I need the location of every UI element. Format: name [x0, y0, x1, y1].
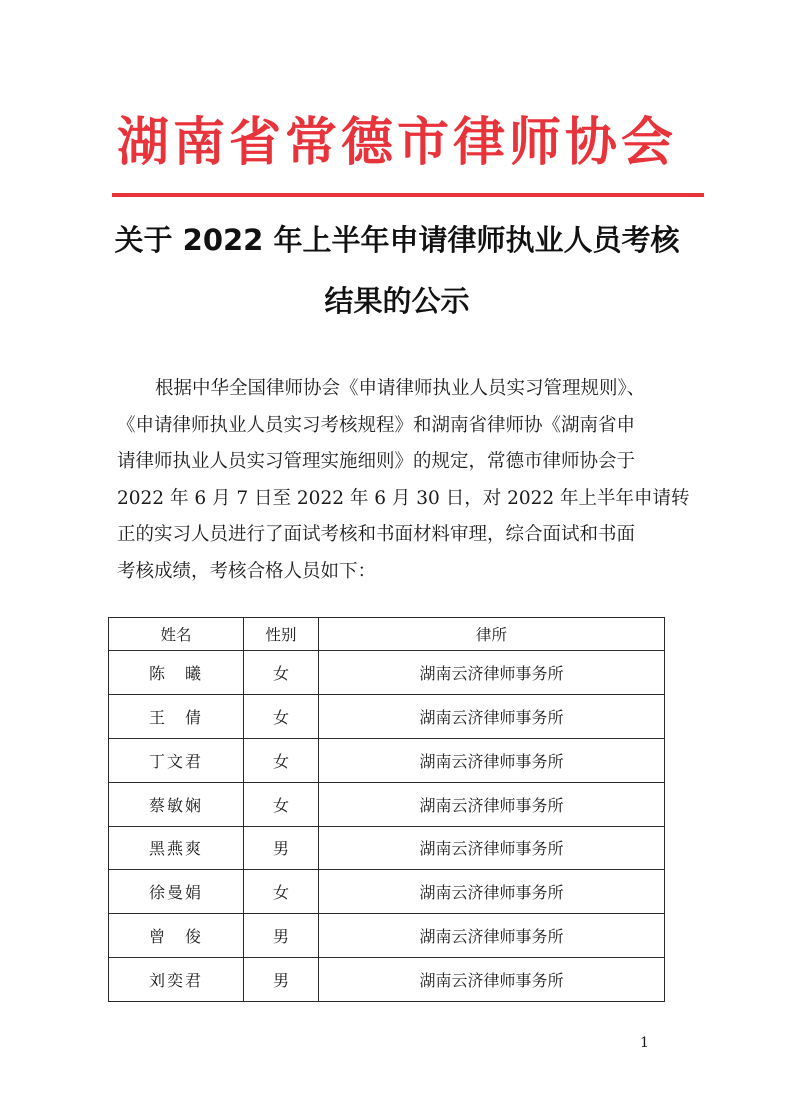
table-row: [109, 694, 665, 738]
body-line: 考核成绩，考核合格人员如下：: [117, 560, 377, 582]
cell-name: 蔡敏娴: [109, 782, 244, 826]
cell-gender: 女: [244, 694, 319, 738]
cell-firm: 湖南云济律师事务所: [319, 694, 665, 738]
page-number: 1: [640, 1035, 649, 1051]
column-header-firm: 律所: [319, 618, 665, 651]
cell-firm: 湖南云济律师事务所: [319, 782, 665, 826]
column-header-gender: 性别: [244, 618, 319, 651]
cell-firm: 湖南云济律师事务所: [319, 870, 665, 914]
cell-firm: 湖南云济律师事务所: [319, 914, 665, 958]
table-row: [109, 738, 665, 782]
qualified-personnel-table: [108, 617, 665, 1002]
body-line: 《申请律师执业人员实习考核规程》和湖南省律师协《湖南省申: [117, 414, 636, 436]
cell-gender: 女: [244, 870, 319, 914]
body-line: 请律师执业人员实习管理实施细则》的规定，常德市律师协会于: [117, 451, 636, 473]
document-title-line-1: 关于 2022 年上半年申请律师执业人员考核: [114, 223, 680, 257]
cell-gender: 男: [244, 958, 319, 1002]
cell-gender: 女: [244, 651, 319, 695]
table-row: [109, 870, 665, 914]
letterhead-red-rule: [112, 193, 704, 197]
body-line: 根据中华全国律师协会《申请律师执业人员实习管理规则》、: [155, 378, 646, 399]
cell-gender: 男: [244, 826, 319, 870]
table-row: [109, 782, 665, 826]
table-header-row: [109, 618, 665, 651]
table-row: [109, 826, 665, 870]
cell-name: 王 倩: [109, 694, 244, 738]
cell-gender: 男: [244, 914, 319, 958]
letterhead-org-name: 湖南省常德市律师协会: [116, 112, 677, 173]
table-row: [109, 651, 665, 695]
table-row: [109, 914, 665, 958]
cell-name: 丁文君: [109, 738, 244, 782]
cell-firm: 湖南云济律师事务所: [319, 651, 665, 695]
cell-gender: 女: [244, 738, 319, 782]
table-row: [109, 958, 665, 1002]
body-line: 2022 年 6 月 7 日至 2022 年 6 月 30 日，对 2022 年上半年申请转: [117, 487, 690, 509]
cell-name: 徐曼娟: [109, 870, 244, 914]
cell-name: 曾 俊: [109, 914, 244, 958]
cell-name: 黑燕爽: [109, 826, 244, 870]
cell-gender: 女: [244, 782, 319, 826]
body-line: 正的实习人员进行了面试考核和书面材料审理，综合面试和书面: [117, 524, 636, 546]
cell-firm: 湖南云济律师事务所: [319, 826, 665, 870]
cell-firm: 湖南云济律师事务所: [319, 738, 665, 782]
document-title-line-2: 结果的公示: [324, 284, 470, 318]
body-paragraph: [117, 371, 690, 591]
cell-firm: 湖南云济律师事务所: [319, 958, 665, 1002]
cell-name: 刘奕君: [109, 958, 244, 1002]
column-header-name: 姓名: [109, 618, 244, 651]
cell-name: 陈 曦: [109, 651, 244, 695]
